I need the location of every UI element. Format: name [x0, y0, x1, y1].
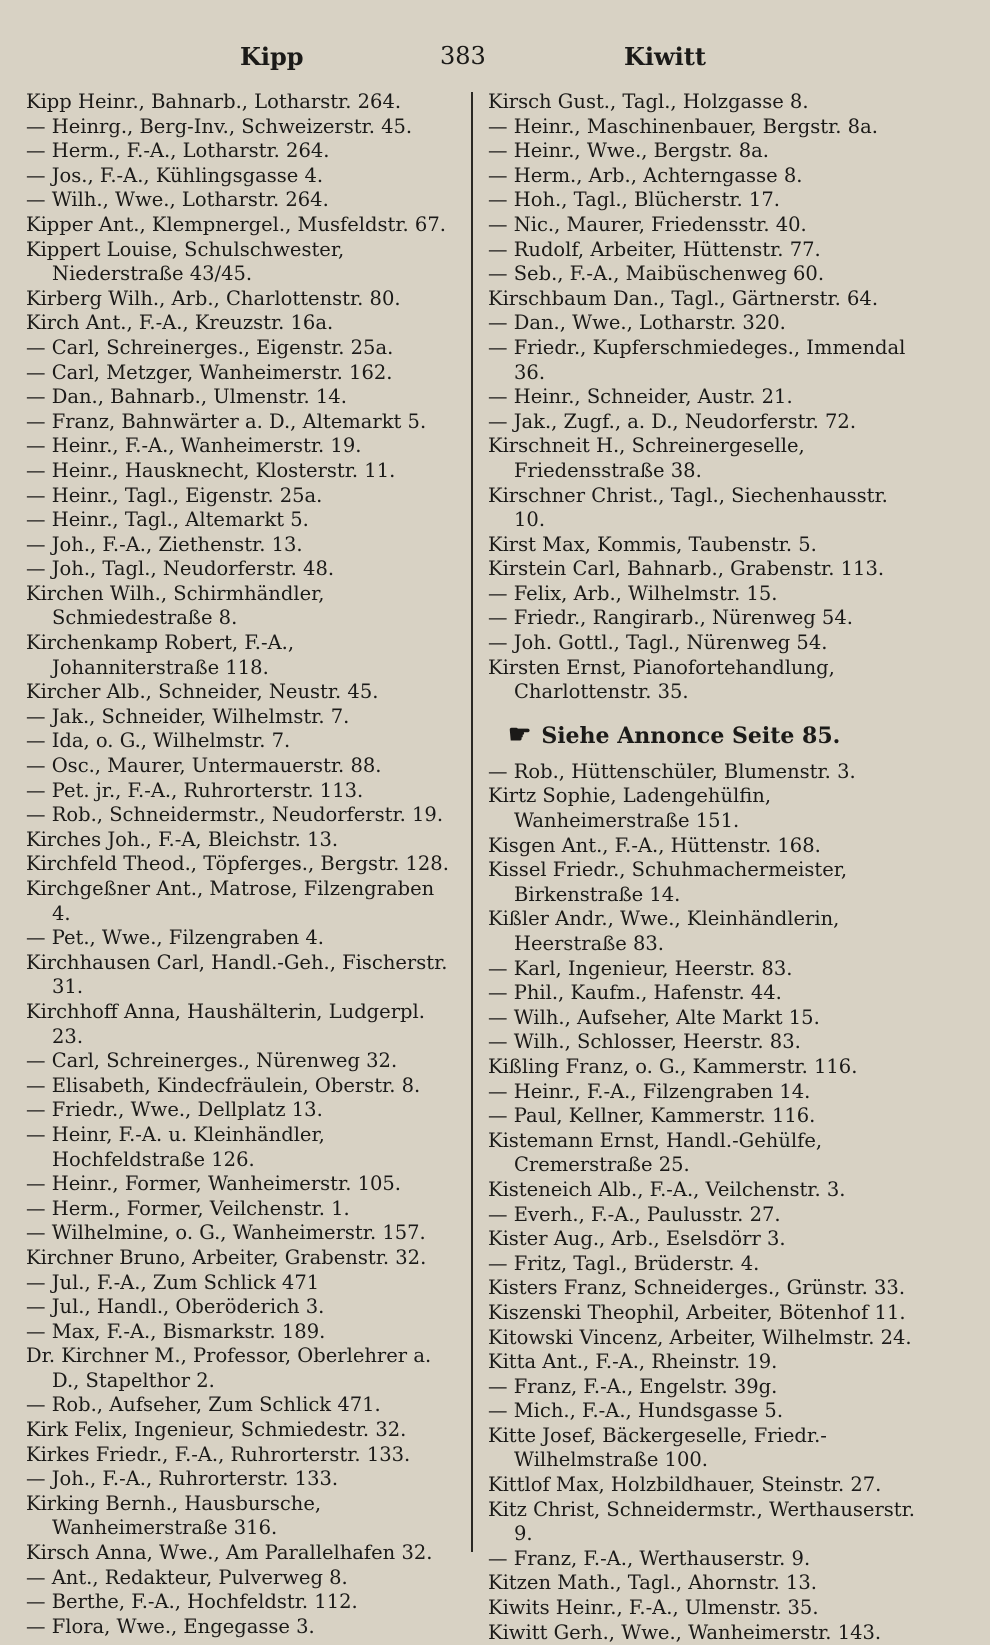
left-column	[26, 90, 456, 1639]
directory-entry: Kirking Bernh., Hausbursche, Wanheimerstraße 316.	[26, 1491, 322, 1540]
directory-entry: — Carl, Schreinerges., Nürenweg 32.	[26, 1049, 398, 1073]
directory-entry: — Wilhelmine, o. G., Wanheimerstr. 157.	[26, 1221, 426, 1245]
directory-entry: — Friedr., Rangirarb., Nürenweg 54.	[488, 606, 853, 630]
directory-entry: Kirst Max, Kommis, Taubenstr. 5.	[488, 532, 817, 556]
directory-entry: — Elisabeth, Kindecfräulein, Oberstr. 8.	[26, 1073, 421, 1097]
directory-entry: Kißling Franz, o. G., Kammerstr. 116.	[488, 1054, 858, 1078]
directory-entry: — Osc., Maurer, Untermauerstr. 88.	[26, 754, 382, 778]
right-column	[488, 90, 916, 1645]
directory-entry: — Carl, Metzger, Wanheimerstr. 162.	[26, 360, 393, 384]
directory-entry: — Phil., Kaufm., Hafenstr. 44.	[488, 981, 782, 1005]
directory-entry: — Rob., Schneidermstr., Neudorferstr. 19.	[26, 803, 444, 827]
directory-entry: Kirchgeßner Ant., Matrose, Filzengraben 4.	[26, 877, 435, 925]
right-column-bottom	[488, 760, 916, 1645]
annonce-text: Siehe Annonce Seite 85.	[541, 722, 841, 749]
directory-entry: Kisters Franz, Schneiderges., Grünstr. 33.	[488, 1276, 906, 1300]
page-number: 383	[440, 42, 486, 70]
directory-entry: — Heinr, F.-A. u. Kleinhändler, Hochfeldstraße 126.	[26, 1122, 325, 1171]
directory-entry: — Dan., Bahnarb., Ulmenstr. 14.	[26, 385, 347, 409]
directory-entry: Kitte Josef, Bäckergeselle, Friedr.-Wilhelmstraße 100.	[488, 1423, 827, 1472]
directory-entry: — Joh., F.-A., Ziethenstr. 13.	[26, 532, 303, 556]
directory-entry: — Franz, F.-A., Werthauserstr. 9.	[488, 1546, 811, 1570]
directory-entry: — Rob., Aufseher, Zum Schlick 471.	[26, 1393, 381, 1417]
directory-entry: — Everh., F.-A., Paulusstr. 27.	[488, 1202, 781, 1226]
column-divider	[471, 92, 473, 1552]
directory-entry: — Franz, Bahnwärter a. D., Altemarkt 5.	[26, 409, 427, 433]
directory-entry: — Wilh., Aufseher, Alte Markt 15.	[488, 1005, 820, 1029]
directory-entry: — Paul, Kellner, Kammerstr. 116.	[488, 1104, 816, 1128]
directory-entry: Kirk Felix, Ingenieur, Schmiedestr. 32.	[26, 1418, 407, 1442]
directory-entry: — Herm., F.-A., Lotharstr. 264.	[26, 139, 330, 163]
directory-entry: Kipp Heinr., Bahnarb., Lotharstr. 264.	[26, 90, 402, 113]
directory-entry: Kirchner Bruno, Arbeiter, Grabenstr. 32.	[26, 1245, 427, 1269]
directory-entry: Kirsch Anna, Wwe., Am Parallelhafen 32.	[26, 1541, 433, 1565]
directory-entry: — Heinrg., Berg-Inv., Schweizerstr. 45.	[26, 114, 413, 138]
directory-entry: — Felix, Arb., Wilhelmstr. 15.	[488, 581, 778, 605]
directory-entry: Kiszenski Theophil, Arbeiter, Bötenhof 11.	[488, 1300, 906, 1324]
directory-entry: — Friedr., Wwe., Dellplatz 13.	[26, 1098, 323, 1122]
directory-entry: — Jak., Zugf., a. D., Neudorferstr. 72.	[488, 409, 857, 433]
directory-entry: — Nic., Maurer, Friedensstr. 40.	[488, 212, 807, 236]
directory-entry: Kisteneich Alb., F.-A., Veilchenstr. 3.	[488, 1177, 846, 1201]
directory-entry: Kisgen Ant., F.-A., Hüttenstr. 168.	[488, 833, 821, 857]
directory-entry: Kitowski Vincenz, Arbeiter, Wilhelmstr. 24.	[488, 1325, 912, 1349]
header-first-name: Kipp	[240, 42, 304, 71]
directory-entry: Kirsten Ernst, Pianofortehandlung, Charlottenstr. 35.	[488, 655, 835, 704]
directory-entry: — Heinr., F.-A., Wanheimerstr. 19.	[26, 434, 362, 458]
directory-entry: Kirberg Wilh., Arb., Charlottenstr. 80.	[26, 286, 401, 310]
directory-entry: Kißler Andr., Wwe., Kleinhändlerin, Heerstraße 83.	[488, 907, 840, 955]
directory-entry: — Mich., F.-A., Hundsgasse 5.	[488, 1399, 784, 1423]
directory-entry: — Heinr., Tagl., Eigenstr. 25a.	[26, 483, 323, 507]
directory-entry: — Carl, Schreinerges., Eigenstr. 25a.	[26, 335, 394, 359]
directory-entry: Kirsch Gust., Tagl., Holzgasse 8.	[488, 90, 809, 113]
directory-entry: — Heinr., Hausknecht, Klosterstr. 11.	[26, 458, 396, 482]
directory-entry: — Dan., Wwe., Lotharstr. 320.	[488, 311, 786, 335]
directory-entry: Kister Aug., Arb., Eselsdörr 3.	[488, 1227, 786, 1251]
directory-entry: Kittlof Max, Holzbildhauer, Steinstr. 27.	[488, 1473, 882, 1497]
directory-entry: — Joh., F.-A., Ruhrorterstr. 133.	[26, 1467, 339, 1491]
directory-entry: Kirchhausen Carl, Handl.-Geh., Fischerstr. 31.	[26, 950, 448, 999]
directory-entry: — Rob., Hüttenschüler, Blumenstr. 3.	[488, 759, 856, 783]
directory-entry: Kirtz Sophie, Ladengehülfin, Wanheimerstraße 151.	[488, 784, 772, 833]
directory-entry: Kitz Christ, Schneidermstr., Werthauserstr. 9.	[488, 1497, 916, 1546]
directory-entry: — Rudolf, Arbeiter, Hüttenstr. 77.	[488, 237, 821, 261]
directory-entry: — Fritz, Tagl., Brüderstr. 4.	[488, 1251, 760, 1275]
directory-entry: — Herm., Arb., Achterngasse 8.	[488, 163, 803, 187]
directory-entry: Dr. Kirchner M., Professor, Oberlehrer a. D., Stapelthor 2.	[26, 1344, 432, 1392]
directory-entry: — Wilh., Wwe., Lotharstr. 264.	[26, 188, 329, 212]
directory-entry: — Max, F.-A., Bismarkstr. 189.	[26, 1319, 326, 1343]
directory-entry: — Joh. Gottl., Tagl., Nürenweg 54.	[488, 631, 828, 655]
directory-entry: — Flora, Wwe., Engegasse 3.	[26, 1614, 315, 1638]
pointing-hand-icon: ☛	[508, 719, 532, 750]
directory-entry: — Heinr., F.-A., Filzengraben 14.	[488, 1079, 811, 1103]
directory-entry: Kiwits Heinr., F.-A., Ulmenstr. 35.	[488, 1596, 819, 1620]
directory-entry: Kirchen Wilh., Schirmhändler, Schmiedestraße 8.	[26, 581, 325, 630]
directory-entry: Kirchhoff Anna, Haushälterin, Ludgerpl. 23.	[26, 999, 425, 1048]
directory-entry: — Heinr., Schneider, Austr. 21.	[488, 385, 793, 409]
directory-entry: Kiwitt Gerh., Wwe., Wanheimerstr. 143.	[488, 1620, 882, 1644]
directory-entry: — Seb., F.-A., Maibüschenweg 60.	[488, 262, 825, 286]
directory-entry: — Joh., Tagl., Neudorferstr. 48.	[26, 557, 335, 581]
directory-entry: Kissel Friedr., Schuhmachermeister, Birkenstraße 14.	[488, 858, 848, 906]
directory-entry: — Berthe, F.-A., Hochfeldstr. 112.	[26, 1590, 358, 1614]
directory-entry: Kirchfeld Theod., Töpferges., Bergstr. 128.	[26, 852, 449, 876]
directory-entry: — Karl, Ingenieur, Heerstr. 83.	[488, 956, 793, 980]
page-header	[0, 42, 990, 82]
directory-entry: Kitta Ant., F.-A., Rheinstr. 19.	[488, 1350, 778, 1374]
directory-entry: — Herm., Former, Veilchenstr. 1.	[26, 1196, 350, 1220]
directory-entry: — Hoh., Tagl., Blücherstr. 17.	[488, 188, 780, 212]
directory-entry: — Ida, o. G., Wilhelmstr. 7.	[26, 729, 291, 753]
directory-entry: Kipper Ant., Klempnergel., Musfeldstr. 67.	[26, 212, 446, 236]
directory-entry: — Ant., Redakteur, Pulverweg 8.	[26, 1565, 348, 1589]
directory-entry: — Heinr., Former, Wanheimerstr. 105.	[26, 1172, 402, 1196]
directory-entry: Kirstein Carl, Bahnarb., Grabenstr. 113.	[488, 557, 885, 581]
header-last-name: Kiwitt	[624, 42, 706, 71]
directory-entry: Kirch Ant., F.-A., Kreuzstr. 16a.	[26, 311, 334, 335]
directory-entry: — Heinr., Maschinenbauer, Bergstr. 8a.	[488, 114, 878, 138]
directory-entry: — Jos., F.-A., Kühlingsgasse 4.	[26, 163, 324, 187]
directory-entry: Kirchenkamp Robert, F.-A., Johanniterstraße 118.	[26, 631, 295, 679]
directory-entry: Kistemann Ernst, Handl.-Gehülfe, Cremerstraße 25.	[488, 1128, 823, 1177]
directory-entry: — Heinr., Wwe., Bergstr. 8a.	[488, 139, 770, 163]
directory-entry: Kirschneit H., Schreinergeselle, Friedensstraße 38.	[488, 434, 805, 482]
directory-entry: Kirkes Friedr., F.-A., Ruhrorterstr. 133.	[26, 1442, 411, 1466]
directory-entry: — Heinr., Tagl., Altemarkt 5.	[26, 508, 309, 532]
directory-entry: — Franz, F.-A., Engelstr. 39g.	[488, 1374, 778, 1398]
annonce-notice	[488, 721, 916, 750]
directory-entry: — Wilh., Schlosser, Heerstr. 83.	[488, 1030, 801, 1054]
directory-entry: Kitzen Math., Tagl., Ahornstr. 13.	[488, 1571, 817, 1595]
directory-entry: — Pet. jr., F.-A., Ruhrorterstr. 113.	[26, 778, 364, 802]
directory-entry: Kircher Alb., Schneider, Neustr. 45.	[26, 680, 379, 704]
directory-entry: Kippert Louise, Schulschwester, Niederstraße 43/45.	[26, 237, 345, 286]
directory-entry: — Jul., F.-A., Zum Schlick 471	[26, 1270, 320, 1294]
directory-entry: — Friedr., Kupferschmiedeges., Immendal 36.	[488, 335, 906, 384]
directory-entry: — Pet., Wwe., Filzengraben 4.	[26, 926, 324, 950]
directory-entry: Kirschner Christ., Tagl., Siechenhausstr. 10.	[488, 483, 888, 532]
directory-entry: — Jul., Handl., Oberöderich 3.	[26, 1295, 325, 1319]
right-column-top	[488, 90, 916, 705]
directory-entry: — Jak., Schneider, Wilhelmstr. 7.	[26, 704, 350, 728]
directory-entry: Kirches Joh., F.-A, Bleichstr. 13.	[26, 827, 339, 851]
directory-entry: Kirschbaum Dan., Tagl., Gärtnerstr. 64.	[488, 286, 879, 310]
